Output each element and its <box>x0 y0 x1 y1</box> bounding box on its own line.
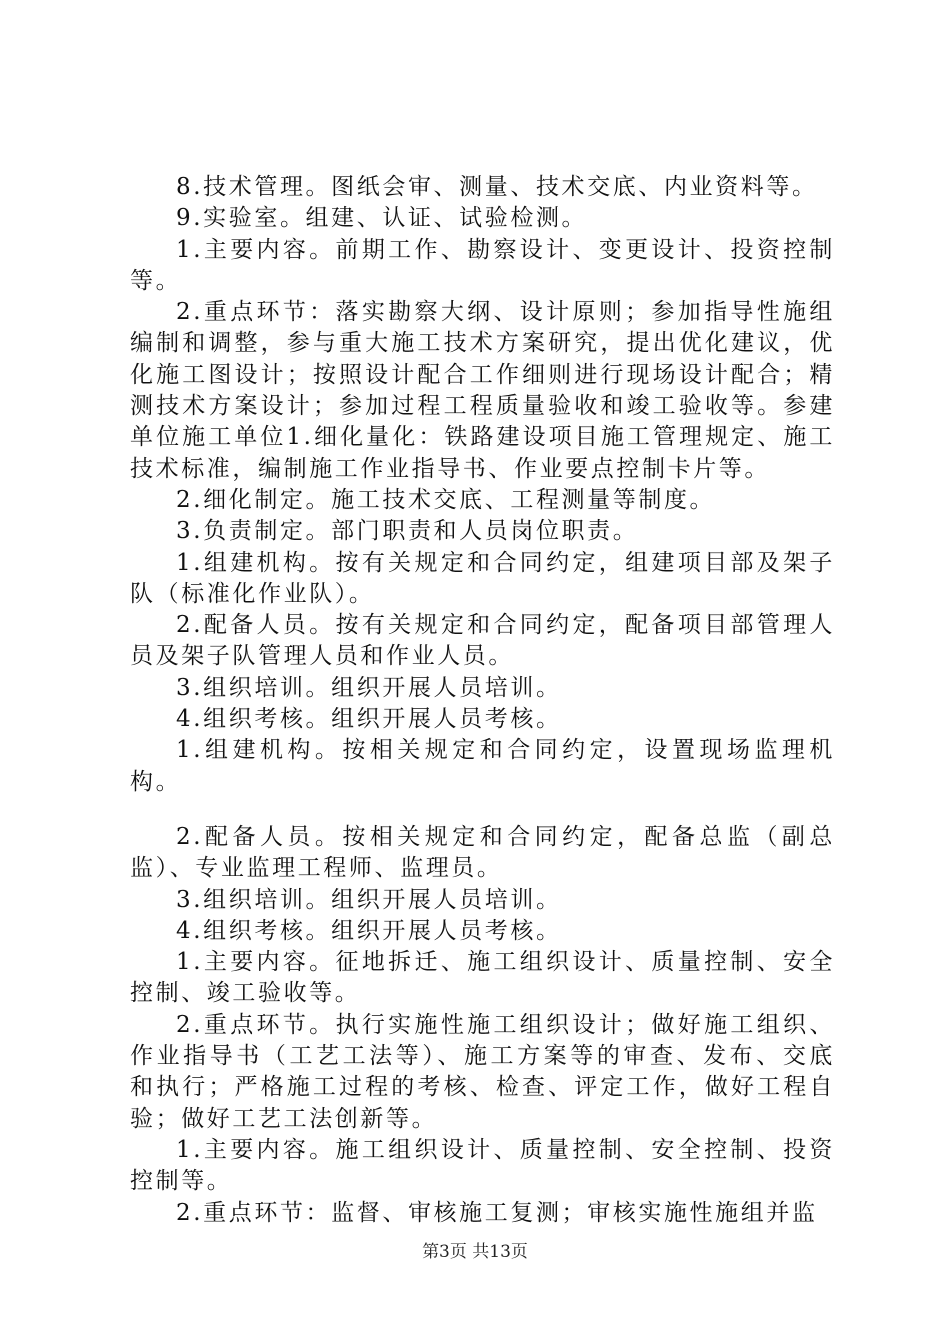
paragraph-15: 1.主要内容。征地拆迁、施工组织设计、质量控制、安全控制、竣工验收等。 <box>130 949 835 1007</box>
paragraph-18: 2.重点环节：监督、审核施工复测；审核实施性施组并监 <box>176 1199 818 1226</box>
paragraph-6: 3.负责制定。部门职责和人员岗位职责。 <box>176 518 639 545</box>
paragraph-1: 8.技术管理。图纸会审、测量、技术交底、内业资料等。 <box>176 174 818 200</box>
paragraph-13: 3.组织培训。组织开展人员培训。 <box>176 886 562 913</box>
paragraph-4: 2.重点环节：落实勘察大纲、设计原则；参加指导性施组编制和调整，参与重大施工技术方案研究，提出优化建议，优化施工图设计；按照设计配合工作细则进行现场设计配合；精测技术方案设计；参加过程工程质量验收和竣工验收等。参建单位施工单位1.细化量化：铁路建设项目施工管理规定、施工技术标准，编制施工作业指导书、作业要点控制卡片等。 <box>130 299 835 482</box>
paragraph-14: 4.组织考核。组织开展人员考核。 <box>176 917 562 944</box>
paragraph-16: 2.重点环节。执行实施性施工组织设计；做好施工组织、作业指导书（工艺工法等）、施工方案等的审查、发布、交底和执行；严格施工过程的考核、检查、评定工作，做好工程自验；做好工艺工法创新等。 <box>130 1011 835 1132</box>
paragraph-17: 1.主要内容。施工组织设计、质量控制、安全控制、投资控制等。 <box>130 1136 835 1195</box>
page-number-footer: 第3页 共13页 <box>422 1242 528 1262</box>
paragraph-11: 1.组建机构。按相关规定和合同约定，设置现场监理机构。 <box>130 737 835 795</box>
paragraph-3: 1.主要内容。前期工作、勘察设计、变更设计、投资控制等。 <box>130 236 835 294</box>
paragraph-5: 2.细化制定。施工技术交底、工程测量等制度。 <box>176 486 716 513</box>
paragraph-12: 2.配备人员。按相关规定和合同约定，配备总监（副总监）、专业监理工程师、监理员。 <box>130 823 835 882</box>
paragraph-2: 9.实验室。组建、认证、试验检测。 <box>176 205 588 232</box>
paragraph-8: 2.配备人员。按有关规定和合同约定，配备项目部管理人员及架子队管理人员和作业人员。 <box>130 612 835 670</box>
paragraph-7: 1.组建机构。按有关规定和合同约定，组建项目部及架子队（标准化作业队）。 <box>130 549 835 607</box>
paragraph-10: 4.组织考核。组织开展人员考核。 <box>176 706 562 733</box>
paragraph-9: 3.组织培训。组织开展人员培训。 <box>176 674 562 701</box>
document-body <box>130 172 835 1229</box>
